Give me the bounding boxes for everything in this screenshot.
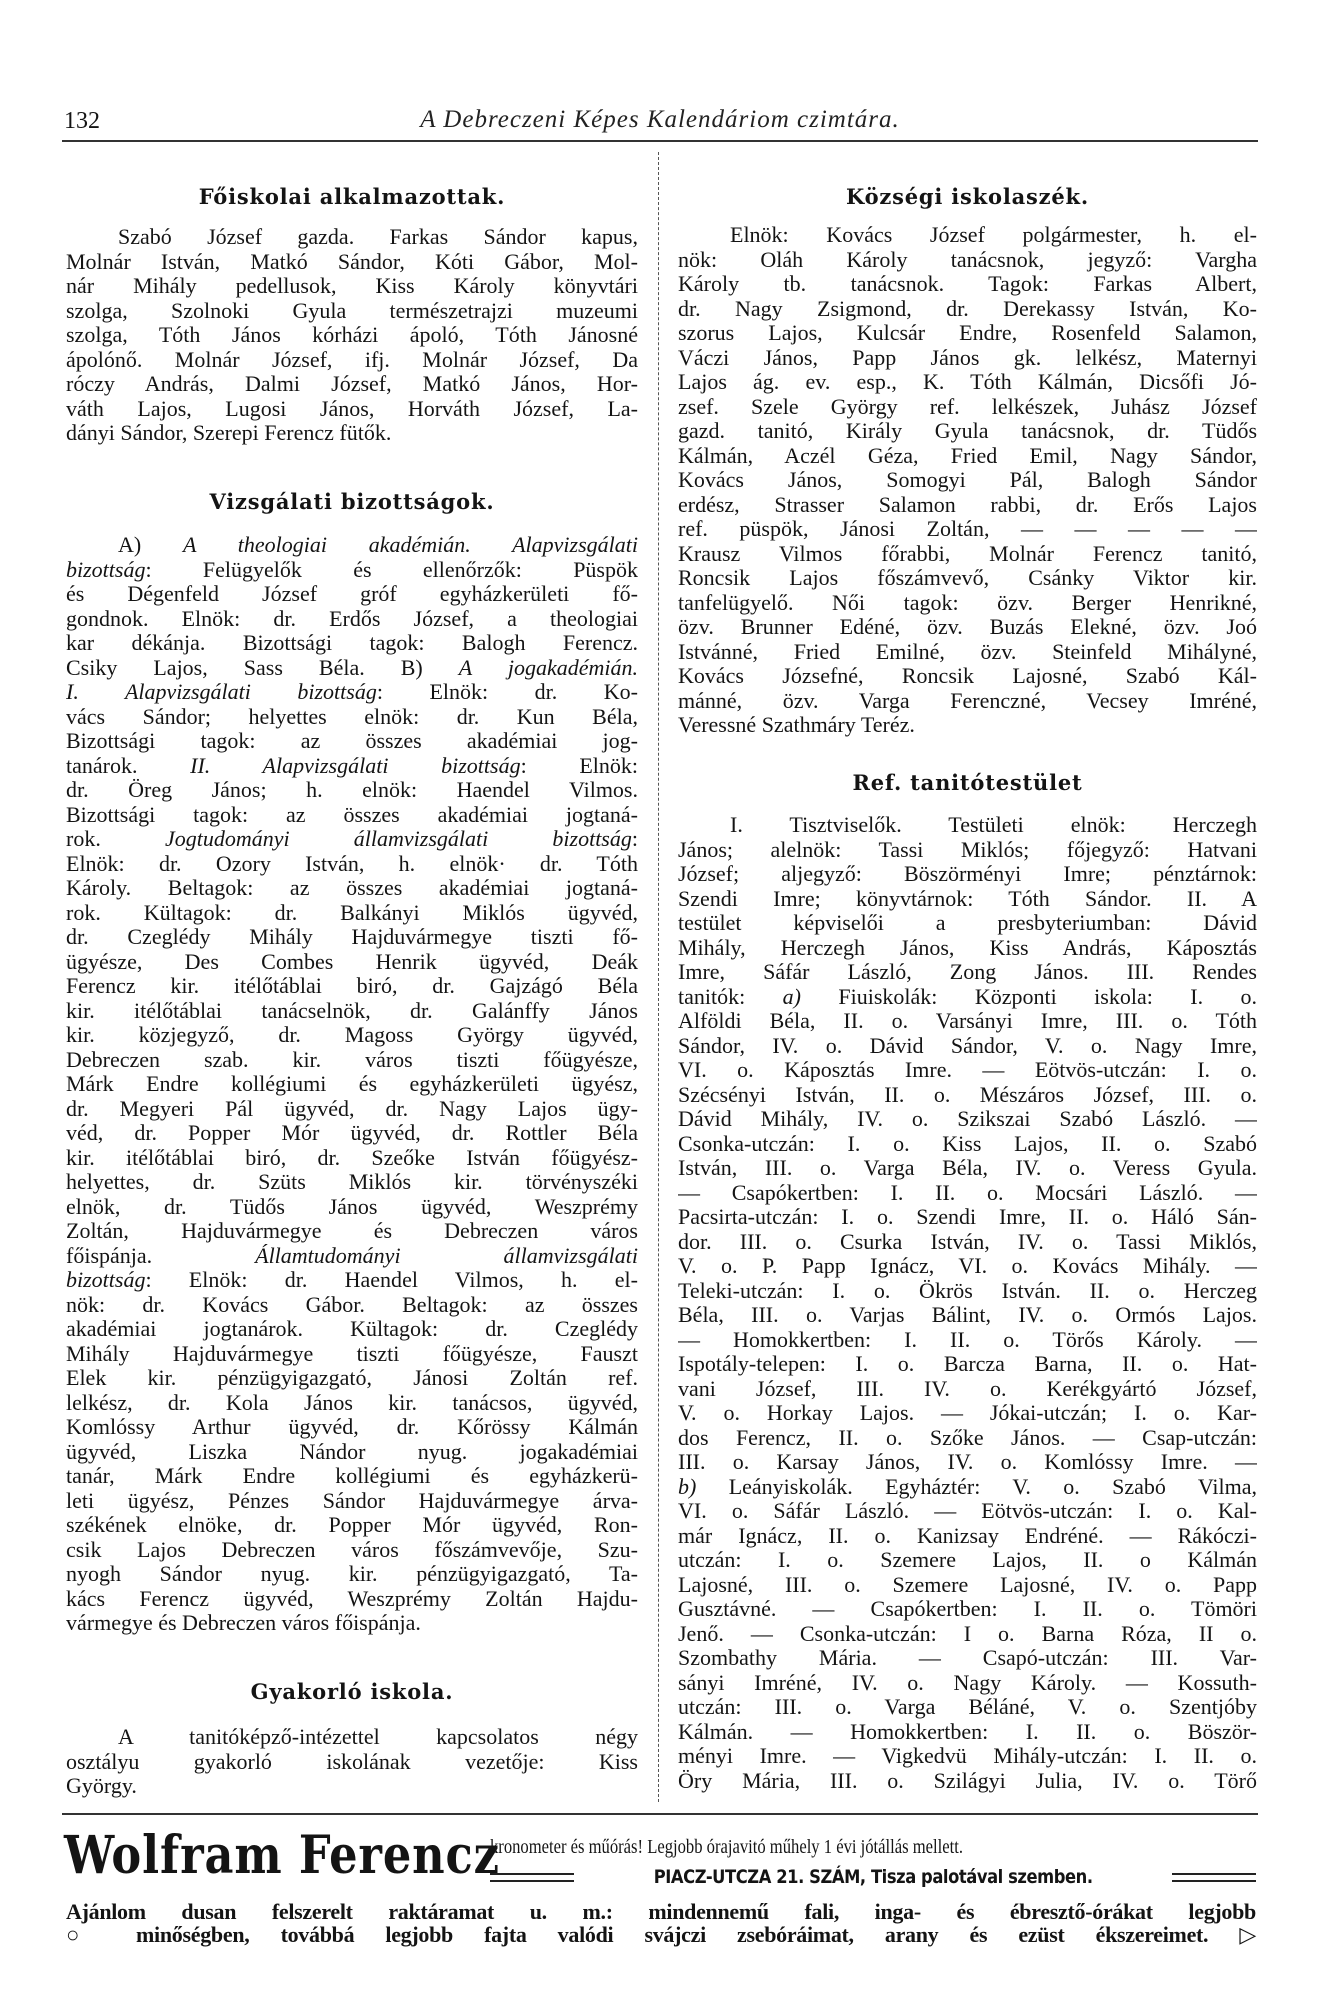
section-paragraph	[678, 813, 1257, 1793]
text-line: György.	[66, 1774, 137, 1798]
text-line: mánné, özv. Varga Ferenczné, Vecsey Imréné,	[678, 688, 1257, 713]
text-line: erdész, Strasser Salamon rabbi, dr. Erős Lajos	[678, 492, 1257, 517]
text-segment: :	[631, 827, 638, 851]
text-line: róczy András, Dalmi József, Matkó János, Hor-	[66, 372, 638, 396]
text-line: nök: Oláh Károly tanácsnok, jegyző: Vargha	[678, 247, 1257, 272]
section-paragraph	[66, 533, 638, 1636]
text-line	[66, 1268, 638, 1293]
advert-address-text: PIACZ-UTCZA 21. SZÁM, Tisza palotával szemben.	[653, 1866, 1093, 1888]
text-line: Elek kir. pénzügyigazgató, Jánosi Zoltán ref.	[66, 1366, 638, 1390]
text-line: dr. Czeglédy Mihály Hajduvármegye tiszti fő-	[66, 925, 638, 949]
text-segment: Fiuiskolák: Központi iskola: I. o.	[800, 984, 1257, 1009]
text-line: székének elnöke, dr. Popper Mór ügyvéd, Ron-	[66, 1513, 638, 1537]
section-paragraph	[66, 225, 638, 446]
text-line: Károly tb. tanácsnok. Tagok: Farkas Albert,	[678, 272, 1257, 296]
text-line: ügyvéd, Liszka Nándor nyug. jogakadémiai	[66, 1439, 638, 1464]
italic-segment: a)	[782, 984, 801, 1009]
advert-rule	[62, 1813, 1258, 1815]
italic-segment: bizottság	[66, 1268, 146, 1292]
text-line: — Csapókertben: I. II. o. Mocsári László. —	[678, 1180, 1257, 1205]
right-column	[678, 0, 1257, 1810]
text-line: Sándor, IV. o. Dávid Sándor, V. o. Nagy Imre,	[678, 1033, 1257, 1058]
text-line: Veressné Szathmáry Teréz.	[678, 713, 915, 737]
text-line: Lajosné, III. o. Szemere Lajosné, IV. o. Papp	[678, 1572, 1257, 1597]
italic-segment: I. Alapvizsgálati bizottság	[66, 680, 377, 704]
text-line: szolga, Szolnoki Gyula természetrajzi muzeumi	[66, 298, 638, 323]
text-line: vács Sándor; helyettes elnök: dr. Kun Béla,	[66, 704, 638, 729]
text-line: Dávid Mihály, IV. o. Szikszai Szabó László. —	[678, 1107, 1257, 1131]
text-segment: : Elnök:	[520, 753, 638, 778]
text-segment: : Elnök: dr. Haendel Vilmos, h. el-	[145, 1268, 638, 1292]
text-line	[66, 680, 638, 705]
text-segment: Csiky Lajos, Sass Béla. B)	[66, 655, 459, 680]
advert-address	[586, 1866, 1160, 1888]
text-segment: rok.	[66, 827, 165, 851]
text-line: zsef. Szele György ref. lelkészek, Juhász József	[678, 394, 1257, 419]
text-line: VI. o. Káposztás Imre. — Eötvös-utczán: I. o.	[678, 1058, 1257, 1082]
text-segment: : Elnök: dr. Ko-	[376, 680, 638, 704]
text-line: lelkész, dr. Kola János kir. tanácsos, ügyvéd,	[66, 1390, 638, 1415]
text-line: vani József, III. IV. o. Kerékgyártó József,	[678, 1376, 1257, 1401]
text-line: Béla, III. o. Varjas Bálint, IV. o. Ormós Lajos.	[678, 1303, 1257, 1327]
text-line: utczán: I. o. Szemere Lajos, II. o Kálmán	[678, 1548, 1257, 1572]
text-line: Komlóssy Arthur ügyvéd, dr. Kőrössy Kálmán	[66, 1415, 638, 1439]
text-line: Teleki-utczán: I. o. Ökrös István. II. o. Herczeg	[678, 1278, 1257, 1303]
text-line: rok. Kültagok: dr. Balkányi Miklós ügyvéd,	[66, 900, 638, 925]
text-segment: A)	[118, 533, 183, 557]
text-line: Elnök: Kovács József polgármester, h. el-	[730, 223, 1257, 247]
text-line: özv. Brunner Edéné, özv. Buzás Elekné, özv. Joó	[678, 615, 1257, 639]
text-line: dányi Sándor, Szerepi Ferencz fütők.	[66, 421, 392, 445]
text-line: váth Lajos, Lugosi János, Horváth József, La-	[66, 396, 638, 421]
text-line: nár Mihály pedellusok, Kiss Károly könyvtári	[66, 274, 638, 298]
text-line: dos Ferencz, II. o. Szőke János. — Csap-utczán:	[678, 1425, 1257, 1450]
text-line: szorus Lajos, Kulcsár Endre, Rosenfeld Salamon,	[678, 321, 1257, 345]
advert-name: Wolfram Ferencz	[64, 1825, 500, 1886]
section-heading: Községi iskolaszék.	[846, 184, 1089, 209]
text-line: tanfelügyelő. Női tagok: özv. Berger Henrikné,	[678, 590, 1257, 615]
text-line: helyettes, dr. Szüts Miklós kir. törvényszéki	[66, 1170, 638, 1194]
text-line: Pacsirta-utczán: I. o. Szendi Imre, II. o. Háló Sán-	[678, 1205, 1257, 1229]
text-line: Bizottsági tagok: az összes akadémiai jog-	[66, 729, 638, 753]
section-paragraph	[66, 1725, 638, 1799]
text-line: vármegye és Debreczen város főispánja.	[66, 1611, 421, 1635]
text-line: nyogh Sándor nyug. kir. pénzügyigazgató, Ta-	[66, 1562, 638, 1586]
text-segment: tanitók:	[678, 984, 783, 1009]
text-line: dor. III. o. Csurka István, IV. o. Tassi Miklós,	[678, 1229, 1257, 1254]
text-line: Márk Endre kollégiumi és egyházkerületi ügyész,	[66, 1072, 638, 1096]
text-line: dr. Megyeri Pál ügyvéd, dr. Nagy Lajos ügy-	[66, 1096, 638, 1121]
text-line: már Ignácz, II. o. Kanizsay Endréné. — Rákóczi-	[678, 1523, 1257, 1548]
text-line: — Homokkertben: I. II. o. Törős Károly. —	[678, 1327, 1257, 1352]
text-line: Bizottsági tagok: az összes akadémiai jogtaná-	[66, 802, 638, 827]
text-line	[66, 558, 638, 583]
text-line: gazd. tanitó, Király Gyula tanácsnok, dr. Tüdős	[678, 419, 1257, 443]
text-line: dr. Öreg János; h. elnök: Haendel Vilmos.	[66, 778, 638, 802]
italic-segment: bizottság	[66, 557, 146, 582]
text-line: Zoltán, Hajduvármegye és Debreczen város	[66, 1219, 638, 1243]
text-line	[66, 1244, 638, 1269]
left-column	[66, 0, 638, 1810]
italic-segment: A theologiai akadémián. Alapvizsgálati	[182, 533, 638, 557]
text-line: Lajos ág. ev. esp., K. Tóth Kálmán, Dicsőfi Jó-	[678, 370, 1257, 394]
text-line	[678, 1475, 1257, 1500]
text-line: ref. püspök, Jánosi Zoltán, — — — — —	[678, 517, 1257, 541]
text-line: István, III. o. Varga Béla, IV. o. Veress Gyula.	[678, 1156, 1257, 1180]
text-line: utczán: III. o. Varga Béláné, V. o. Szentjóby	[678, 1695, 1257, 1719]
advert-tagline-text: kronometer és műórás! Legjobb órajavitó műhely 1 évi jótállás mellett.	[490, 1836, 963, 1858]
text-line	[66, 754, 638, 779]
text-line: Szabó József gazda. Farkas Sándor kapus,	[118, 225, 638, 249]
text-line: Jenő. — Csonka-utczán: I o. Barna Róza, II o.	[678, 1621, 1257, 1646]
advert-body-line-1: Ajánlom dusan felszerelt raktáramat u. m.: mindennemű fali, inga- és ébresztő-órákat legjobb	[66, 1899, 1256, 1924]
text-line: Kálmán, Aczél Géza, Fried Emil, Nagy Sándor,	[678, 443, 1257, 468]
text-line: Ferencz kir. itélőtáblai biró, dr. Gajzágó Béla	[66, 974, 638, 998]
text-line: Károly. Beltagok: az összes akadémiai jogtaná-	[66, 876, 638, 900]
text-line: Szécsényi István, II. o. Mészáros József, III. o.	[678, 1082, 1257, 1107]
text-line: csik Lajos Debreczen város főszámvevője, Szu-	[66, 1537, 638, 1562]
text-line: József; aljegyző: Böszörményi Imre; pénztárnok:	[678, 862, 1257, 886]
text-segment: tanárok.	[66, 753, 191, 778]
text-line: dr. Nagy Zsigmond, dr. Derekassy István, Ko-	[678, 296, 1257, 321]
section-heading: Ref. tanitótestület	[852, 770, 1083, 795]
text-line: V. o. P. Papp Ignácz, VI. o. Kovács Mihály. —	[678, 1254, 1257, 1278]
text-line: Kálmán. — Homokkertben: I. II. o. Böször-	[678, 1719, 1257, 1744]
text-line: Molnár István, Matkó Sándor, Kóti Gábor, Mol-	[66, 249, 638, 274]
italic-segment: Államtudományi államvizsgálati	[255, 1243, 638, 1268]
section-heading: Főiskolai alkalmazottak.	[198, 184, 506, 209]
text-line: kir. itélőtáblai biró, dr. Szeőke István főügyész-	[66, 1145, 638, 1170]
text-line: VI. o. Sáfár László. — Eötvös-utczán: I. o. Kal-	[678, 1499, 1257, 1523]
text-line: Imre, Sáfár László, Zong János. III. Rendes	[678, 960, 1257, 984]
text-line: V. o. Horkay Lajos. — Jókai-utczán; I. o. Kar-	[678, 1401, 1257, 1425]
double-rule-left	[490, 1873, 574, 1882]
text-line	[66, 827, 638, 852]
text-line: Krausz Vilmos főrabbi, Molnár Ferencz tanitó,	[678, 541, 1257, 566]
text-line: Mihály Hajduvármegye tiszti főügyésze, Fauszt	[66, 1341, 638, 1366]
text-line: elnök, dr. Tüdős János ügyvéd, Weszprémy	[66, 1194, 638, 1219]
text-line: Istvánné, Fried Emilné, özv. Steinfeld Mihályné,	[678, 639, 1257, 664]
text-line	[66, 656, 638, 681]
text-line: I. Tisztviselők. Testületi elnök: Herczegh	[730, 813, 1257, 837]
italic-segment: A jogakadémián.	[458, 655, 638, 680]
section-paragraph	[678, 223, 1257, 738]
text-line: akadémiai jogtanárok. Kültagok: dr. Czeglédy	[66, 1317, 638, 1341]
text-line: nök: dr. Kovács Gábor. Beltagok: az összes	[66, 1292, 638, 1317]
double-rule-right	[1172, 1873, 1256, 1882]
text-line: ápolónő. Molnár József, ifj. Molnár József, Da	[66, 347, 638, 372]
text-line: Mihály, Herczegh János, Kiss András, Káposztás	[678, 935, 1257, 960]
text-line: Roncsik Lajos főszámvevő, Csánky Viktor kir.	[678, 566, 1257, 590]
text-line: Szombathy Mária. — Csapó-utczán: III. Var-	[678, 1646, 1257, 1670]
text-line: János; alelnök: Tassi Miklós; főjegyző: Hatvani	[678, 837, 1257, 862]
advert-tagline	[490, 1836, 1256, 1858]
text-line: Váczi János, Papp János gk. lelkész, Maternyi	[678, 345, 1257, 370]
page-number: 132	[64, 108, 100, 134]
italic-segment: b)	[678, 1474, 697, 1499]
text-line: véd, dr. Popper Mór ügyvéd, dr. Rottler Béla	[66, 1121, 638, 1145]
running-title: A Debreczeni Képes Kalendáriom czimtára.	[420, 106, 900, 133]
section-heading: Gyakorló iskola.	[250, 1679, 454, 1704]
text-line: Debreczen szab. kir. város tiszti főügyésze,	[66, 1047, 638, 1072]
text-line: Öry Mária, III. o. Szilágyi Julia, IV. o. Törő	[678, 1768, 1257, 1793]
text-segment: Leányiskolák. Egyháztér: V. o. Szabó Vilma,	[696, 1474, 1257, 1499]
advert-address-row	[490, 1864, 1256, 1890]
advert-body-line-2: ○ minőségben, továbbá legjobb fajta valódi svájczi zsebóráimat, arany és ezüst ékszereimet. ▷	[66, 1922, 1256, 1947]
text-line: kir. itélőtáblai tanácselnök, dr. Galánffy János	[66, 998, 638, 1023]
text-line: Elnök: dr. Ozory István, h. elnök· dr. Tóth	[66, 851, 638, 876]
italic-segment: II. Alapvizsgálati bizottság	[190, 753, 521, 778]
text-line	[678, 985, 1257, 1010]
text-line: Kovács Józsefné, Roncsik Lajosné, Szabó Kál-	[678, 664, 1257, 688]
italic-segment: Jogtudományi államvizsgálati bizottság	[165, 827, 632, 851]
text-line: sányi Imréné, IV. o. Nagy Károly. — Kossuth-	[678, 1670, 1257, 1695]
text-line: testület képviselői a presbyteriumban: Dávid	[678, 911, 1257, 935]
text-line: Kovács János, Somogyi Pál, Balogh Sándor	[678, 468, 1257, 492]
text-line: és Dégenfeld József gróf egyházkerületi fő-	[66, 582, 638, 606]
text-line: Ispotály-telepen: I. o. Barcza Barna, II. o. Hat-	[678, 1352, 1257, 1376]
text-line: leti ügyész, Pénzes Sándor Hajduvármegye árva-	[66, 1488, 638, 1513]
text-line: ményi Imre. — Vigkedvü Mihály-utczán: I. II. o.	[678, 1744, 1257, 1768]
text-line: III. o. Karsay János, IV. o. Komlóssy Imre. —	[678, 1450, 1257, 1474]
text-line: kács Ferencz ügyvéd, Weszprémy Zoltán Hajdu-	[66, 1586, 638, 1611]
text-line: kar dékánja. Bizottsági tagok: Balogh Ferencz.	[66, 631, 638, 655]
text-segment: főispánja.	[66, 1243, 256, 1268]
text-line: szolga, Tóth János kórházi ápoló, Tóth Jánosné	[66, 323, 638, 347]
text-line: Alföldi Béla, II. o. Varsányi Imre, III. o. Tóth	[678, 1009, 1257, 1033]
text-line: osztályu gyakorló iskolának vezetője: Kiss	[66, 1749, 638, 1774]
text-line: Csonka-utczán: I. o. Kiss Lajos, II. o. Szabó	[678, 1131, 1257, 1156]
text-line: Gusztávné. — Csapókertben: I. II. o. Tömöri	[678, 1597, 1257, 1621]
text-line	[66, 533, 638, 558]
text-line: Szendi Imre; könyvtárnok: Tóth Sándor. II. A	[678, 886, 1257, 911]
text-line: A tanitóképző-intézettel kapcsolatos négy	[118, 1725, 638, 1749]
text-segment: : Felügyelők és ellenőrzők: Püspök	[145, 557, 638, 582]
text-line: gondnok. Elnök: dr. Erdős József, a theologiai	[66, 606, 638, 631]
text-line: tanár, Márk Endre kollégiumi és egyházkerü-	[66, 1464, 638, 1488]
column-divider	[658, 152, 659, 1802]
section-heading: Vizsgálati bizottságok.	[209, 489, 495, 514]
text-line: kir. közjegyző, dr. Magoss György ügyvéd,	[66, 1023, 638, 1047]
text-line: ügyésze, Des Combes Henrik ügyvéd, Deák	[66, 949, 638, 974]
